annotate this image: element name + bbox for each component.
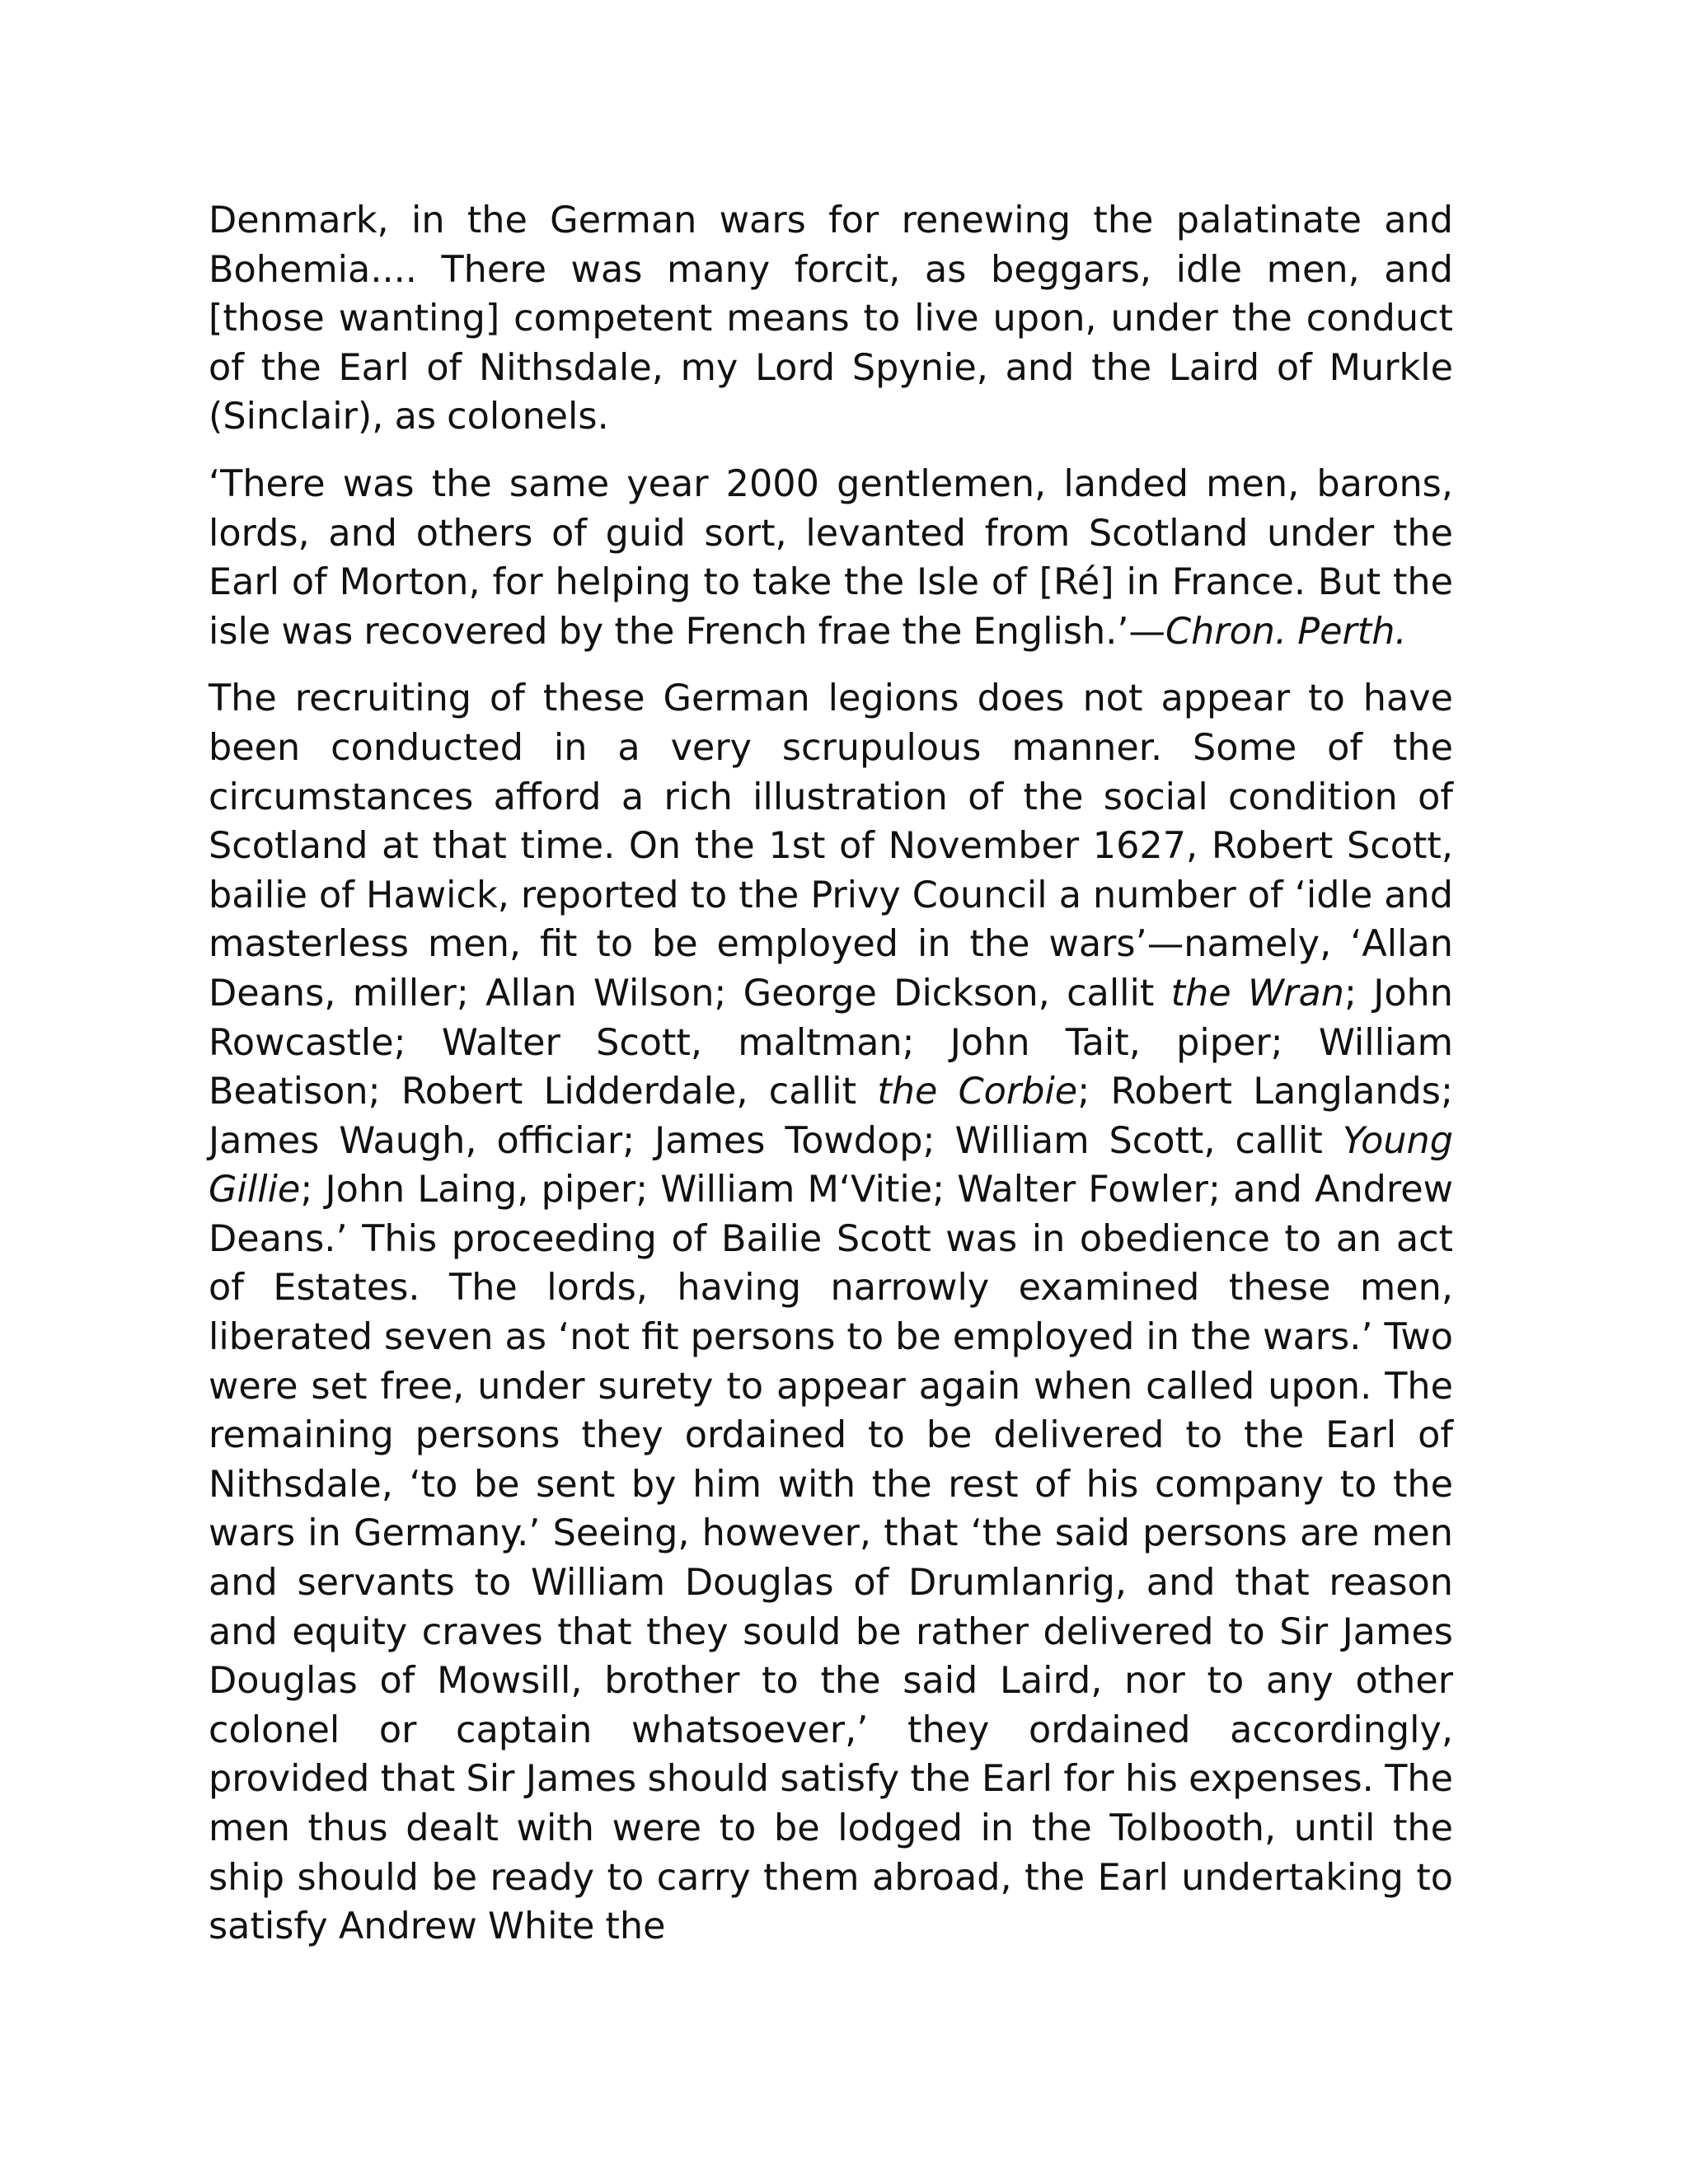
text-span: ‘There was the same year 2000 gentlemen, landed men, barons, lords, and others of guid sort, levanted from Scotland under the Earl of Morton, for helping to take the Isle of [Ré] in France. But the isle was recovered by the French frae the English.’— — [209, 462, 1453, 653]
nickname-italic: Young Gillie — [209, 1119, 1453, 1212]
text-span: The recruiting of these German legions does not appear to have been conducted in a very scrupulous manner. Some of the circumstances afford a rich illustration of the social condition of Scotland at that time. On the 1st of November 1627, Robert Scott, bailie of Hawick, reported to the Privy Council a number of ‘idle and masterless men, fit to be employed in the wars’—namely, ‘Allan Deans, miller; Allan Wilson; George Dickson, callit — [209, 677, 1453, 1015]
citation-italic: Chron. Perth. — [1165, 610, 1407, 653]
document-page — [209, 196, 1453, 1952]
text-span: ; John Laing, piper; William M‘Vitie; Walter Fowler; and Andrew Deans.’ This proceeding of Bailie Scott was in obedience to an act of Estates. The lords, having narrowly examined these men, liberated seven as ‘not fit persons to be employed in the wars.’ Two were set free, under surety to appear again when called upon. The remaining persons they ordained to be delivered to the Earl of Nithsdale, ‘to be sent by him with the rest of his company to the wars in Germany.’ Seeing, however, that ‘the said persons are men and servants to William Douglas of Drumlanrig, and that reason and equity craves that they sould be rather delivered to Sir James Douglas of Mowsill, brother to the said Laird, nor to any other colonel or captain whatsoever,’ they ordained accordingly, provided that Sir James should satisfy the Earl for his expenses. The men thus dealt with were to be lodged in the Tolbooth, until the ship should be ready to carry them abroad, the Earl undertaking to satisfy Andrew White the — [209, 1169, 1453, 1948]
nickname-italic: the Wran — [1170, 972, 1344, 1015]
text-span: ; Robert Langlands; James Waugh, officiar; James Towdop; William Scott, callit — [209, 1071, 1453, 1162]
paragraph-3 — [209, 674, 1453, 1951]
paragraph-1 — [209, 196, 1453, 442]
text-span: ; John Rowcastle; Walter Scott, maltman; John Tait, piper; William Beatison; Robert Lidderdale, callit — [209, 972, 1453, 1113]
nickname-italic: the Corbie — [877, 1071, 1078, 1113]
paragraph-2 — [209, 460, 1453, 656]
text-span: Denmark, in the German wars for renewing the palatinate and Bohemia.... There was many forcit, as beggars, idle men, and [those wanting] competent means to live upon, under the conduct of the Earl of Nithsdale, my Lord Spynie, and the Laird of Murkle (Sinclair), as colonels. — [209, 199, 1453, 438]
